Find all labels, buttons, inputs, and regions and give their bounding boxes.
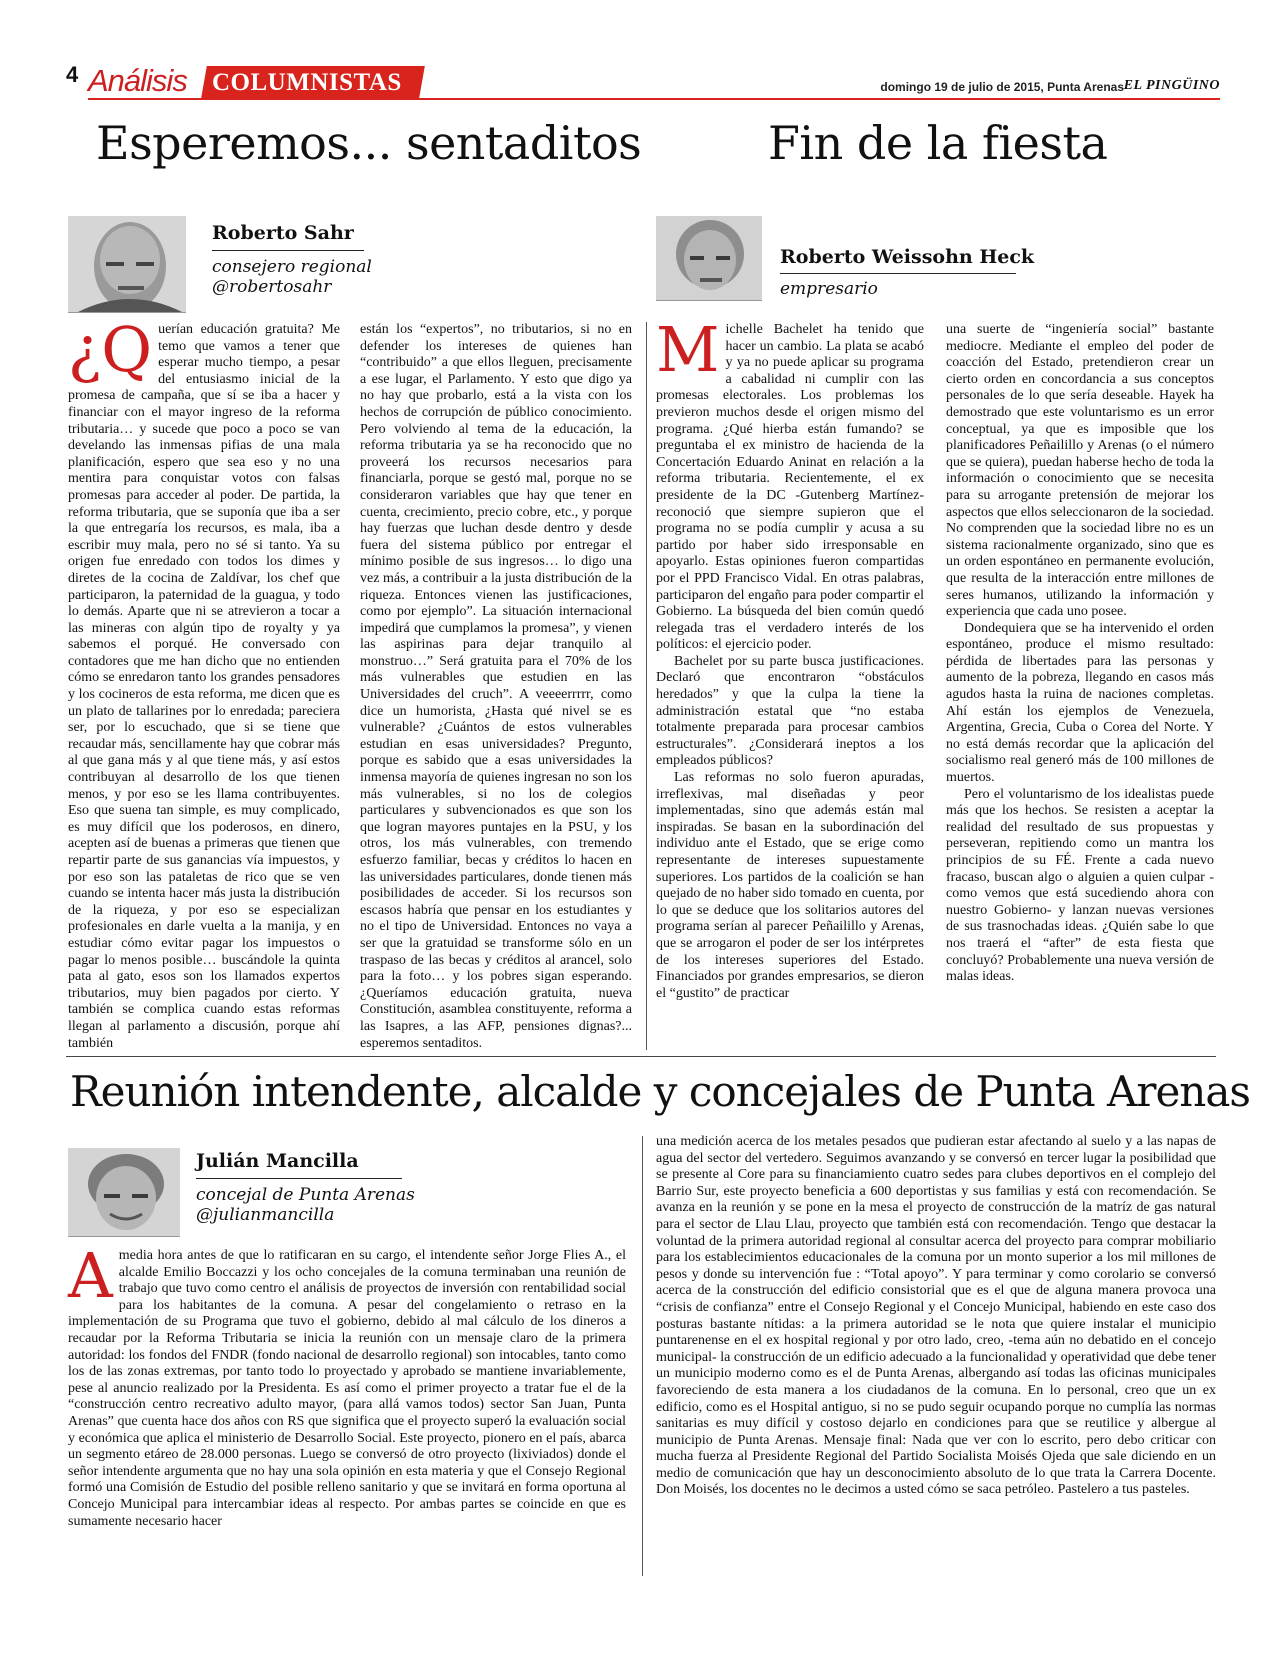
author-name-mancilla: Julián Mancilla <box>196 1150 359 1172</box>
author-rule <box>212 250 364 251</box>
paragraph: Las reformas no solo fueron apuradas, irreflexivas, mal diseñadas y peor implementadas, sino que además están mal inspiradas. Se basan en la subordinación del individuo ante el Estado, que se erige como representante de intereses supuestamente superiores. Los partidos de la coalición se han quejado de no haber sido tomado en cuenta, por lo que se deduce que los solitarios autores del programa serían al parecer Peñailillo y Arenas, que se arrogaron el poder de ser los intérpretes de los intereses superiores del Estado. Financiados por grandes empresarios, se dieron el “gustito” de practicar <box>656 770 924 1001</box>
author-handle-sahr: @robertosahr <box>212 277 332 297</box>
section-label: Análisis <box>88 63 187 98</box>
dropcap: A <box>68 1239 113 1312</box>
dropcap: M <box>656 313 720 386</box>
article3-column1 <box>68 1239 626 1530</box>
newspaper-logo: EL PINGÜINO <box>1123 78 1220 93</box>
author-photo-mancilla <box>68 1148 180 1237</box>
portrait-icon <box>656 216 762 300</box>
headline-fin-de-la-fiesta: Fin de la fiesta <box>768 116 1108 170</box>
author-handle-mancilla: @julianmancilla <box>196 1205 335 1225</box>
paragraph: uerían educación gratuita? Me temo que vamos a tener que esperar mucho tiempo, a pesar del entusiasmo inicial de la promesa de campaña, que sí se iba a hacer y financiar con el mayor ingreso de la reforma tributaria… y sucede que poco a poco se van develando las inmensas pifias de una mala planificación, espero que sea eso y no una mentira para conquistar votos con falsas promesas para acceder al poder. De partida, la reforma tributaria, que se suponía que iba a ser la que entregaría los recursos, es mala, iba a escribir muy mala, pero no sé si tanto. Ya su origen fue enredado con todos los dimes y diretes de la cocina de Zaldívar, los chef que participaron, la paternidad de la guagua, y todo lo demás. Aparte que ni se atrevieron a tocar a las mineras con algún tipo de royalty y ya sabemos el porqué. He conversado con contadores que me han dicho que no entienden cómo se enredaron tanto los grandes pensadores y los cocineros de esta reforma, me dicen que es un plato de tallarines por lo enredada; pareciera ser, por lo escuchado, que si se tiene que recaudar más, sencillamente hay que cobrar más al que gana más y al que tiene más, y así estos contribuyan al desarrollo de los que tienen menos, y por eso se les llama contribuyentes. Eso que suena tan simple, es muy complicado, es muy difícil que los poderosos, en dinero, acepten así de buenas a primeras que tienen que repartir parte de sus ganancias vía impuestos, y por eso son las pataletas de rico que se ven cuando se intenta hacer más justa la distribución de la riqueza, y por eso se especializan profesionales en darle vuelta a la manija, y en estudiar cómo evitar pagar los impuestos o pagar lo menos posible… buscándole la quinta pata al gato, esos son los llamados expertos tributarios, muy bien pagados por cierto. Y también se complica cuando estas reformas llegan al parlamento a discusión, porque ahí también <box>68 322 340 1051</box>
article2-column2 <box>946 322 1214 986</box>
author-role-sahr: consejero regional <box>212 257 372 277</box>
portrait-icon <box>68 1148 180 1236</box>
article1-column1 <box>68 313 340 1052</box>
author-rule <box>196 1178 402 1179</box>
paragraph: media hora antes de que lo ratificaran en su cargo, el intendente señor Jorge Flies A., el alcalde Emilio Boccazzi y los ocho concejales de la comuna terminaban una reunión de trabajo que tuvo como centro el análisis de proyectos de inversión con rentabilidad social para los habitantes de la comuna. A pesar del congelamiento o retraso en la implementación de su Programa que tuvo el gobierno, debido al mal cálculo de los dineros a recaudar por la Reforma Tributaria se inicia la reunión con un mensaje claro de la primera autoridad: los fondos del FNDR (fondo nacional de desarrollo regional) son intocables, tanto como los de las zonas extremas, por tanto todo lo proyectado y aprobado se mantiene invariablemente, pese al anuncio realizado por la Presidenta. Es así como el primer proyecto a tratar fue el de la “construcción centro recreativo adulto mayor, (para allá vamos todos) sector San Juan, Punta Arenas” que cuenta hace dos años con RS que significa que el proyecto superó la evaluación social y económica que aplica el ministerio de Desarrollo Social. Este proyecto, pionero en el país, abarca un segmento etáreo de 28.000 personas. Luego se conversó de otro proyecto (lixiviados) donde el señor intendente argumenta que no hay una sola opinión en esta materia y que el Consejo Regional formó una Comisión de Estudio del posible relleno sanitario y que se invitará en forma oportuna al Concejo Municipal para intercambiar ideas al respecto. Por ambas partes se coincide en que es sumamente necesario hacer <box>68 1248 626 1529</box>
author-role-mancilla: concejal de Punta Arenas <box>196 1185 415 1205</box>
column-divider <box>646 322 647 1050</box>
header-rule <box>88 98 1220 100</box>
author-name-sahr: Roberto Sahr <box>212 222 354 244</box>
dropcap: ¿Q <box>68 313 153 386</box>
paragraph: están los “expertos”, no tributarios, si no en defender los intereses de quienes han “contribuido” a que ellos lleguen, precisamente a ese lugar, el Parlamento. Y esto que digo ya no hay que probarlo, está a la vista con los hechos de corrupción de público conocimiento. Pero volviendo al tema de la educación, la reforma tributaria ya se ha reconocido que no proveerá los recursos necesarios para financiarla, porque se gestó mal, porque no se consideraron variables que hay que tener en cuenta, crecimiento, precio cobre, etc., y porque hay fuerzas que luchan desde dentro y desde fuera del sistema público por entregar el mínimo posible de sus ingresos… lo digo una vez más, a contribuir a la justa distribución de la riqueza. Entonces vienen las justificaciones, como por ejemplo”. La situación internacional impedirá que cumplamos la promesa”, y vienen las aspirinas para dejar tranquilo al monstruo…” Será gratuita para el 70% de los más vulnerables que estudien en las Universidades del cruch”. A veeeerrrrr, como dice un humorista, ¿Hasta qué nivel se es vulnerable? ¿Cuántos de estos vulnerables estudian en esas universidades? Pregunto, porque es sabido que a esas universidades la inmensa mayoría de quienes ingresan no son los más vulnerables, si no los de colegios particulares y subvencionados es que son los que logran mayores puntajes en la PSU, y los otros, los más vulnerables, con tremendo esfuerzo familiar, becas y créditos lo hacen en las universidades particulares, donde tienen más posibilidades de acceder. Si los recursos son escasos habría que pensar en los estudiantes y no el tipo de Universidad. Entonces no vaya a ser que la gratuidad se transforme sólo en un traspaso de las becas y créditos al arancel, solo para la foto… y los pobres sigan esperando. ¿Queríamos educación gratuita, nueva Constitución, asamblea constituyente, reforma a las Isapres, a las AFP, pensiones dignas?... esperemos sentaditos. <box>360 322 632 1051</box>
headline-reunion: Reunión intendente, alcalde y concejales de Punta Arenas <box>70 1067 1250 1116</box>
article1-column2 <box>360 322 632 1052</box>
header-date: domingo 19 de julio de 2015, Punta Arenas <box>880 80 1124 94</box>
author-photo-weissohn <box>656 216 762 301</box>
paragraph: Pero el voluntarismo de los idealistas puede más que los hechos. Se resisten a aceptar la realidad del resultado de sus propuestas y perseveran, repitiendo como un mantra los principios de su FÉ. Frente a cada nuevo fracaso, buscan algo o alguien a quien culpar -como vemos que está sucediendo ahora con nuestro Gobierno- y lanzan nuevas versiones de sus trasnochadas ideas. ¿Quién sabe lo que nos traerá el “after” de esta fiesta que concluyó? Probablemente una nueva versión de malas ideas. <box>946 786 1214 985</box>
author-role-weissohn: empresario <box>780 279 878 299</box>
section-divider <box>66 1056 1216 1057</box>
paragraph: Bachelet por su parte busca justificaciones. Declaró que encontraron “obstáculos heredados” y que la culpa la tiene la administración estatal que “no estaba totalmente preparada para procesar cambios estructurales”. ¿Considerará ineptos a los empleados públicos? <box>656 653 924 769</box>
author-photo-sahr <box>68 216 186 313</box>
paragraph: una suerte de “ingeniería social” bastante mediocre. Mediante el empleo del poder de coacción del Estado, pretendieron crear un cierto orden en concordancia a sus conceptos personales de lo que sería deseable. Hayek ha demostrado que este voluntarismo es un error conceptual, ya que es imposible que los planificadores Peñailillo y Arenas (o el número que se quiera), puedan haberse hecho de toda la información o conocimiento que se necesita para su arrogante pretensión de mejorar los aspectos que ellos seleccionaron de la sociedad. No comprenden que la sociedad libre no es un sistema racionalmente organizado, sino que es un orden espontáneo en permanente evolución, que resulta de la interacción entre millones de seres humanos, utilizando la información y experiencia que cada uno posee. <box>946 322 1214 620</box>
paragraph: una medición acerca de los metales pesados que pudieran estar afectando al suelo y a las napas de agua del sector del vertedero. Seguimos avanzando y se conversó en tercer lugar la posibilidad que se presente al Core para su financiamiento cuatro sedes para clubes deportivos en el complejo del Barrio Sur, este proyecto beneficia a 600 deportistas y sus familias y está con recomendación. Se avanza en la reunión y se pone en la mesa el proyecto de construcción de la matríz de gas natural para el sector de Llau Llau, proyecto que también está con recomendación. Tengo que destacar la voluntad de la primera autoridad regional al consultar acerca del proyecto para comprar mobiliario para los establecimientos educacionales de la comuna por un monto superior a los mil millones de pesos y donde su intervención fue : “Total apoyo”. Y para terminar y como corolario se conversó acerca de la construcción del edificio consistorial que es el que de alguna manera provoca una “crisis de confianza” entre el Consejo Regional y el Concejo Municipal, habiendo en este caso dos posturas bastante nítidas: a la primera autoridad se le nota que quiere instalar el municipio puntarenense en el ex hospital regional y por otro lado, creo, -tema aún no debatido en el concejo municipal- la construcción de un edificio adecuado a la funcionalidad y operatividad que debe tener un municipio moderno como es el de Punta Arenas, albergando así todas las oficinas municipales favoreciendo de esta manera a los ciudadanos de la comuna. En lo personal, creo que un ex edificio, como es el Hospital antiguo, si no se pudo seguir ocupando porque no cumplía las normas sanitarias es muy difícil y costoso dejarlo en condiciones para que se reutilice y albergue al municipio de Punta Arenas. Mensaje final: Nada que ver con lo escrito, pero debo criticar con mucha fuerza al Presidente Regional del Partido Socialista Moisés Ojeda que sale diciendo en un medio de comunicación que hay un desconocimiento absoluto de lo que trata la Carrera Docente. Don Moisés, los docentes no le decimos a usted cómo se saca petróleo. Pastelero a tus pasteles. <box>656 1134 1216 1498</box>
paragraph: ichelle Bachelet ha tenido que hacer un cambio. La plata se acabó y ya no puede aplicar su programa a cabalidad ni cumplir con las promesas electorales. Los problemas los previeron muchos desde el origen mismo del programa. ¿Qué hierba están fumando? se preguntaba el ex ministro de hacienda de la Concertación Eduardo Aninat en relación a la reforma tributaria. Recientemente, el ex presidente de la DC -Gutenberg Martínez- reconoció que siempre supieron que el programa no se podía cumplir y acusa a su partido por haber sido irresponsable en apoyarlo. Estas opiniones fueron compartidas por el PPD Francisco Vidal. En otras palabras, participaron del engaño para poder compartir el Gobierno. La búsqueda del bien común quedó relegada tras el verdadero interés de los políticos: el ejercicio poder. <box>656 322 924 653</box>
article3-column2 <box>656 1134 1216 1499</box>
headline-esperemos: Esperemos... sentaditos <box>96 116 642 170</box>
paragraph: Dondequiera que se ha intervenido el orden espontáneo, produce el mismo resultado: pérdida de libertades para las personas y aumento de la pobreza, llegando en casos más agudos hasta la ruina de naciones completas. Ahí están los ejemplos de Venezuela, Argentina, Grecia, Cuba o Corea del Norte. Y no está demás recordar que la aplicación del socialismo real generó más de 100 millones de muertos. <box>946 620 1214 786</box>
page-number: 4 <box>66 62 79 87</box>
article2-column1 <box>656 313 924 1002</box>
portrait-icon <box>68 216 186 312</box>
author-rule <box>780 273 1016 274</box>
author-name-weissohn: Roberto Weissohn Heck <box>780 246 1035 268</box>
rubric-label: COLUMNISTAS <box>212 69 402 96</box>
column-divider <box>642 1136 643 1576</box>
